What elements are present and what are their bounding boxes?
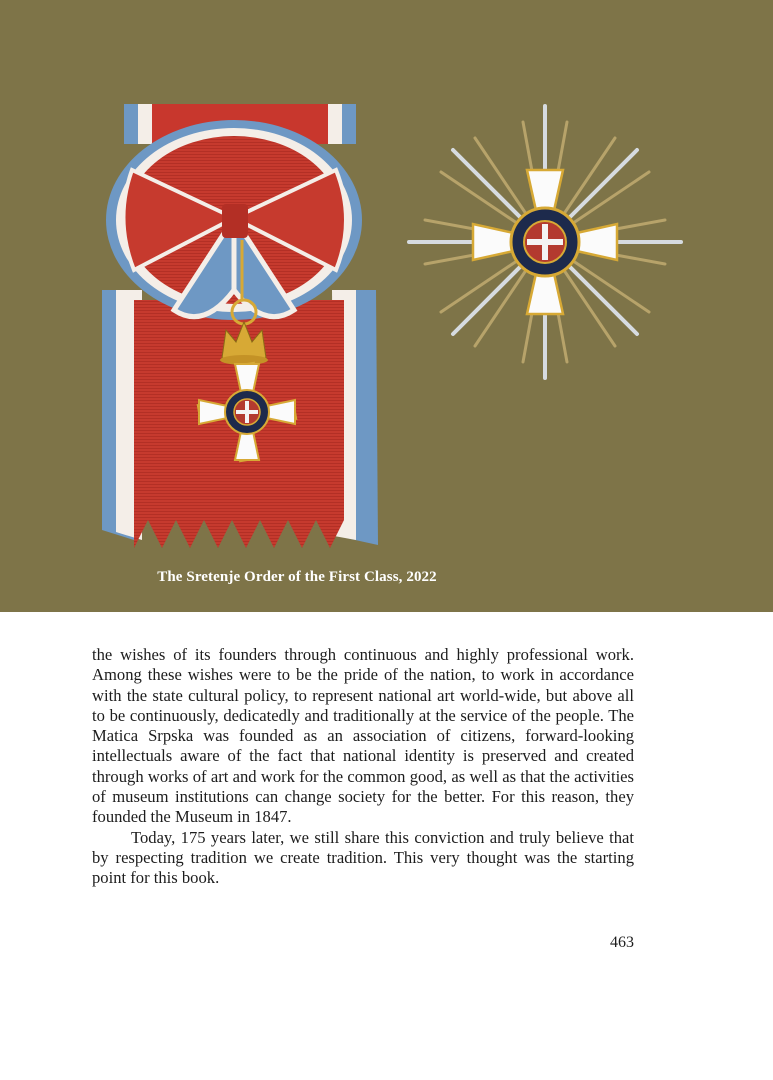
sash-with-badge-image	[94, 100, 379, 552]
breast-star-image	[405, 104, 685, 384]
paragraph: the wishes of its founders through continuous and highly professional work. Among these wishes were to be the pride of the nation, to work in accordance with the state cultural policy, to represent national art world-wide, but above all to be continuously, dedicatedly and traditionally at the service of the people. The Matica Srpska was founded as an association of citizens, forward-looking intellectuals aware of the fact that national identity is preserved and created through works of art and work for the common good, as well as that the activities of museum institutions can change society for the better. For this reason, they founded the Museum in 1847.	[92, 645, 634, 827]
page-number: 463	[610, 934, 634, 951]
body-text	[92, 645, 634, 889]
paragraph: Today, 175 years later, we still share this conviction and truly believe that by respecting tradition we create tradition. This very thought was the starting point for this book.	[92, 827, 634, 888]
figure-caption: The Sretenje Order of the First Class, 2022	[157, 569, 437, 585]
